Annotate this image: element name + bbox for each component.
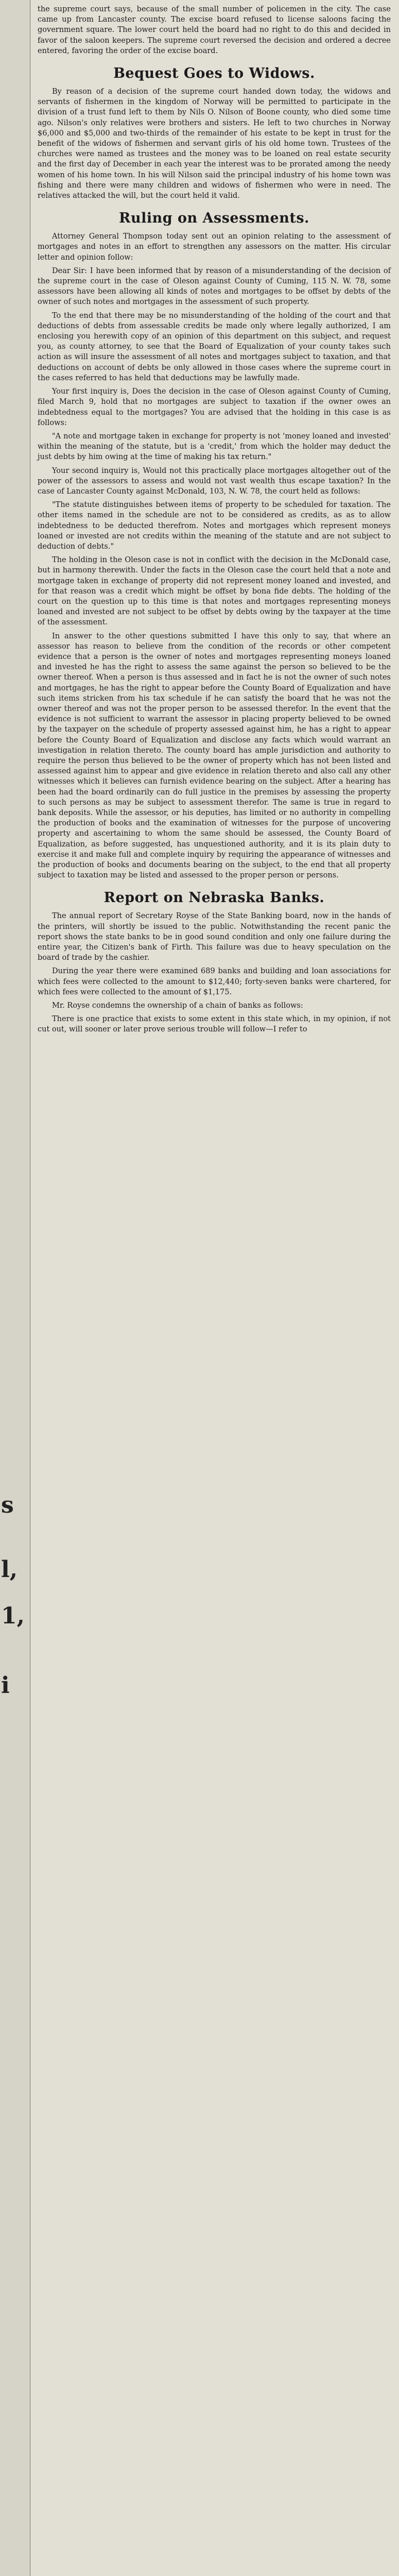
paragraph: "A note and mortgage taken in exchange for property is not 'money loaned and invested' within the meaning of the statute, but is a 'credit,' from which the holder may deduct the just debts by him owing at the time of making his tax return.": [38, 432, 391, 462]
section-heading-bequest: Bequest Goes to Widows.: [113, 65, 315, 82]
paragraph: There is one practice that exists to some extent in this state which, in my opinion, if not cut out, will sooner or later prove serious trouble will follow—I refer to: [38, 1015, 391, 1034]
paragraph: Mr. Royse condemns the ownership of a chain of banks as follows:: [52, 1002, 303, 1010]
paragraph: The annual report of Secretary Royse of the State Banking board, now in the hands of the printers, will shortly be issued to the public. Notwithstanding the recent panic the report shows the state banks to be in good sound condition and only one failure during the entire year, the Citizen's bank of Firth. This failure was due to heavy speculation on the board of trade by the cashier.: [38, 912, 391, 962]
article-column: [30, 0, 393, 2576]
paragraph: To the end that there may be no misunderstanding of the holding of the court and that deductions of debts from assessable credits be made only where legally authorized, I am enclosing you herewith copy of an opinion of this department on this subject, and request you, as county attorney, to see that the Board of Equalization of your county takes such action as will insure the assessment of all notes and mortgages subject to taxation, and that deductions on account of debts be only allowed in those cases where the supreme court in the cases referred to has held that deductions may be lawfully made.: [38, 311, 391, 382]
paragraph: "The statute distinguishes between items of property to be scheduled for taxation. The other items named in the schedule are not to be considered as credits, as as to allow indebtedness to be deducted therefrom. Notes and mortgages which represent moneys loaned or invested are not credits within the meaning of the statute and are not subject to deduction of debts.": [38, 501, 391, 551]
margin-fragment: 1,: [1, 1603, 25, 1629]
section-heading-assessments: Ruling on Assessments.: [119, 210, 309, 227]
left-margin-column-fragment: [0, 0, 29, 2576]
paragraph: The holding in the Oleson case is not in conflict with the decision in the McDonald case, but in harmony therewith. Under the facts in the Oleson case the court held that a note and mortgage taken in exchange of property did not represent money loaned and invested, and for that reason was a credit which might be offset by bona fide debts. The holding of the court on the question up to this time is that notes and mortgages representing moneys loaned and invested are not subject to be offset by debts owing by the taxpayer at the time of the assessment.: [38, 556, 391, 627]
article-intro-paragraph: the supreme court says, because of the small number of policemen in the city. The case came up from Lancaster county. The excise board refused to license saloons facing the government square. The lower court held the board had no right to do this and decided in favor of the saloon keepers. The supreme court reversed the decision and ordered a decree entered, favoring the order of the excise board.: [38, 5, 391, 55]
paragraph: During the year there were examined 689 banks and building and loan associations for which fees were collected to the amount to $12,440; forty-seven banks were chartered, for which fees were collected to the amount of $1,175.: [38, 967, 391, 996]
margin-fragment: l,: [1, 1556, 18, 1583]
paragraph: By reason of a decision of the supreme court handed down today, the widows and servants of fishermen in the kingdom of Norway will be permitted to participate in the division of a trust fund left to them by Nils O. Nilson of Boone county, who died some time ago. Nilson's only relatives were brothers and sisters. He left to two churches in Norway $6,000 and $5,000 and two-thirds of the remainder of his estate to be kept in trust for the benefit of the widows of fishermen and servant girls of his old home town. Trustees of the churches were named as trustees and the money was to be loaned on real estate security and the first day of December in each year the interest was to be prorated among the needy women of his home town. In his will Nilson said the principal industry of his home town was fishing and there were many children and widows of fishermen who were in need. The relatives attacked the will, but the court held it valid.: [38, 88, 391, 200]
paragraph: Attorney General Thompson today sent out an opinion relating to the assessment of mortgages and notes in an effort to strengthen any assessors on the matter. His circular letter and opinion follow:: [38, 232, 391, 262]
paragraph: In answer to the other questions submitted I have this only to say, that where an assessor has reason to believe from the condition of the records or other competent evidence that a person is the owner of notes and mortgages representing moneys loaned and invested he has the right to assess the same against the person so believed to be the owner thereof. When a person is thus assessed and in fact he is not the owner of such notes and mortgages, he has the right to appear before the County Board of Equalization and have such items stricken from his tax schedule if he can satisfy the board that he was not the owner thereof and was not the proper person to be assessed therefor. In the event that the evidence is not sufficient to warrant the assessor in placing property believed to be owned by the taxpayer on the schedule of property assessed against him, he has a right to appear before the County Board of Equalization and disclose any facts which would warrant an investigation in relation thereto. The county board has ample jurisdiction and authority to require the person thus believed to be the owner of property which has not been listed and assessed against him to appear and give evidence in relation thereto and also call any other witnesses which it believes can furnish evidence bearing on the subject. After a hearing has been had the board ordinarily can do full justice in the premises by assessing the property to such persons as may be subject to assessment therefor. The same is true in regard to bank deposits. While the assessor, or his deputies, has limited or no authority in compelling the production of books and the examination of witnesses for the purpose of uncovering property and ascertaining to whom the same should be assessed, the County Board of Equalization, as before suggested, has unquestioned authority, and it is its plain duty to exercise it and make full and complete inquiry by requiring the appearance of witnesses and the production of books and documents bearing on the subject, to the end that all property subject to taxation may be listed and assessed to the proper person or persons.: [38, 632, 391, 880]
margin-fragment: i: [1, 1672, 10, 1699]
paragraph: Dear Sir: I have been informed that by reason of a misunderstanding of the decision of the supreme court in the case of Oleson against County of Cuming, 115 N. W. 78, some assessors have been allowing all kinds of notes and mortgages to be offset by debts of the owner of such notes and mortgages in the assessment of such property.: [38, 266, 391, 307]
paragraph: Your first inquiry is, Does the decision in the case of Oleson against County of Cuming, filed March 9, hold that no mortgages are subject to taxation if the owner owes an indebtedness equal to the mortgages? You are advised that the holding in this case is as follows:: [38, 387, 391, 427]
paragraph: Your second inquiry is, Would not this practically place mortgages altogether out of the power of the assessors to assess and would not vast wealth thus escape taxation? In the case of Lancaster County against McDonald, 103, N. W. 78, the court held as follows:: [38, 466, 391, 496]
margin-fragment: s: [1, 1492, 14, 1518]
section-heading-banks: Report on Nebraska Banks.: [103, 890, 325, 906]
